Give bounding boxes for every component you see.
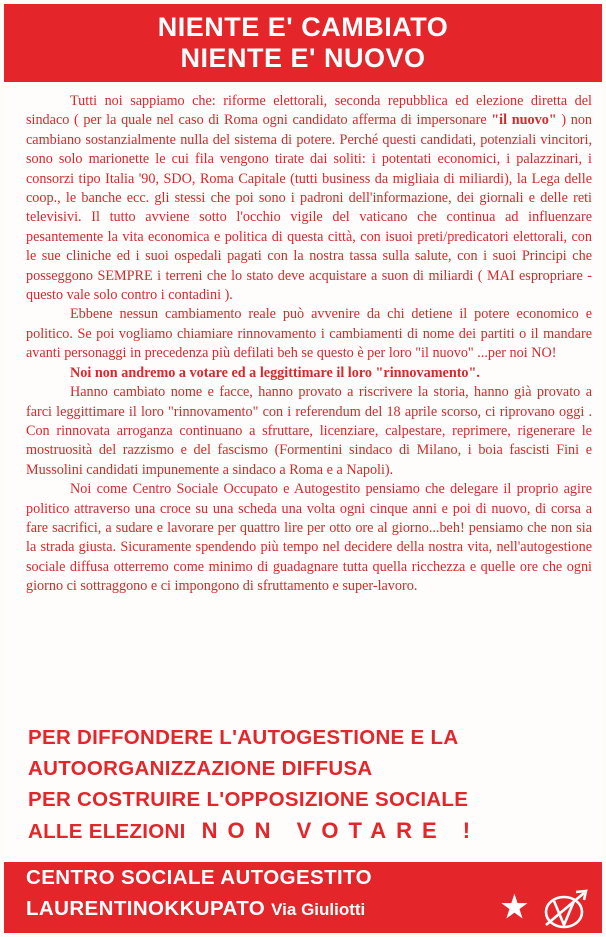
paragraph-4: Hanno cambiato nome e facce, hanno provato a riscrivere la storia, hanno già provato a farci leggittimare il loro "rinnovamento" con i referendum del 18 aprile scorso, ci riprovano oggi . Con rinnovata arroganza continuano a sfruttare, licenziare, calpestare, reprimere, rigenerare le mostruosità del razzismo e del fascismo (Formentini sindaco di Milano, i boia fascisti Fini e Mussolini candidati impunemente a sindaco a Roma e a Napoli). — [26, 384, 592, 478]
paragraph-1 — [26, 92, 592, 305]
footer-name: LAURENTINOKKUPATO — [26, 897, 266, 920]
paragraph-1-text-b: ) non cambiano sostanzialmente nulla del sistema di potere. Perché questi candidati, potenziali vincitori, sono solo marionette le cui fila vengono tirate dai soliti: i potentati economici, i palazzinari, i consorzi tipo Italia '90, SDO, Roma Capitale (tutti business da migliaia di miliardi), la Lega delle coop., le banche ecc. gli stessi che poi sono i padroni dell'informazione, dei giornali e delle reti televisivi. Il tutto avviene sotto l'occhio vigile del vaticano che continua ad influenzare pesantemente la vita economica e politica di questa città, con isuoi preti/predicatori elettorali, con le sue cliniche ed i suoi ospedali pagati con la nostra tassa sulla salute, con i suoi Principi che posseggono SEMPRE i terreni che lo stato deve acquistare a suon di miliardi ( MAI espropriare - questo vale solo contro i contadini ). — [26, 112, 593, 304]
header-title-line2: NIENTE E' NUOVO — [180, 43, 426, 73]
slogan-4-a: ALLE ELEZIONI — [28, 820, 186, 843]
footer-line2 — [26, 897, 365, 921]
slogan-4 — [28, 815, 598, 847]
footer-address: Via Giuliotti — [271, 900, 366, 919]
footer-line1: CENTRO SOCIALE AUTOGESTITO — [26, 866, 373, 889]
non-votare: NON VOTARE ! — [201, 818, 481, 843]
flyer — [4, 4, 602, 933]
paragraph-2: Ebbene nessun cambiamento reale può avvenire da chi detiene il potere economico e politico. Se poi vogliamo chiamiare rinnovamento i cambiamenti di nome dei partiti o il mandare avanti personaggi in precedenza più defilati beh se questo è per loro "il nuovo" ...per noi NO! — [26, 306, 592, 362]
paragraph-3: Noi non andremo a votare ed a leggittimare il loro "rinnovamento". — [70, 364, 480, 381]
flyer-header — [4, 4, 602, 82]
slogan-1: PER DIFFONDERE L'AUTOGESTIONE E LA — [28, 726, 459, 749]
paragraph-1-text-a: Tutti noi sappiamo che: riforme elettorali, seconda repubblica ed elezione diretta del sindaco ( per la quale nel caso di Roma ogni candidato afferma di impersonare — [26, 93, 592, 129]
header-title-line1: NIENTE E' CAMBIATO — [157, 12, 449, 42]
paragraph-5: Noi come Centro Sociale Occupato e Autogestito pensiamo che delegare il proprio agire politico attraverso una croce su una scheda una volta ogni cinque anni e poi di nuovo, di corsa a fare sacrifici, a sudare e lavorare per quattro lire per otto ore al giorno...beh! pensiamo che non sia la strada giusta. Sicuramente spendendo più tempo nel decidere della nostra vita, nell'autogestione sociale diffusa otterremo come minimo di guadagnare tutta quella ricchezza e quelle ore che ogni giorno ci sottraggono e ci impongono di sfruttamento e super-lavoro. — [26, 481, 592, 595]
slogan-2: AUTOORGANIZZAZIONE DIFFUSA — [28, 757, 373, 780]
star-icon: ★ — [501, 891, 528, 924]
paragraph-1-bold: "il nuovo" — [491, 112, 557, 129]
anarchy-symbol-icon — [540, 887, 592, 936]
slogans — [28, 722, 598, 847]
slogan-3: PER COSTRUIRE L'OPPOSIZIONE SOCIALE — [28, 788, 469, 811]
flyer-footer — [4, 862, 602, 933]
flyer-body — [26, 92, 592, 597]
